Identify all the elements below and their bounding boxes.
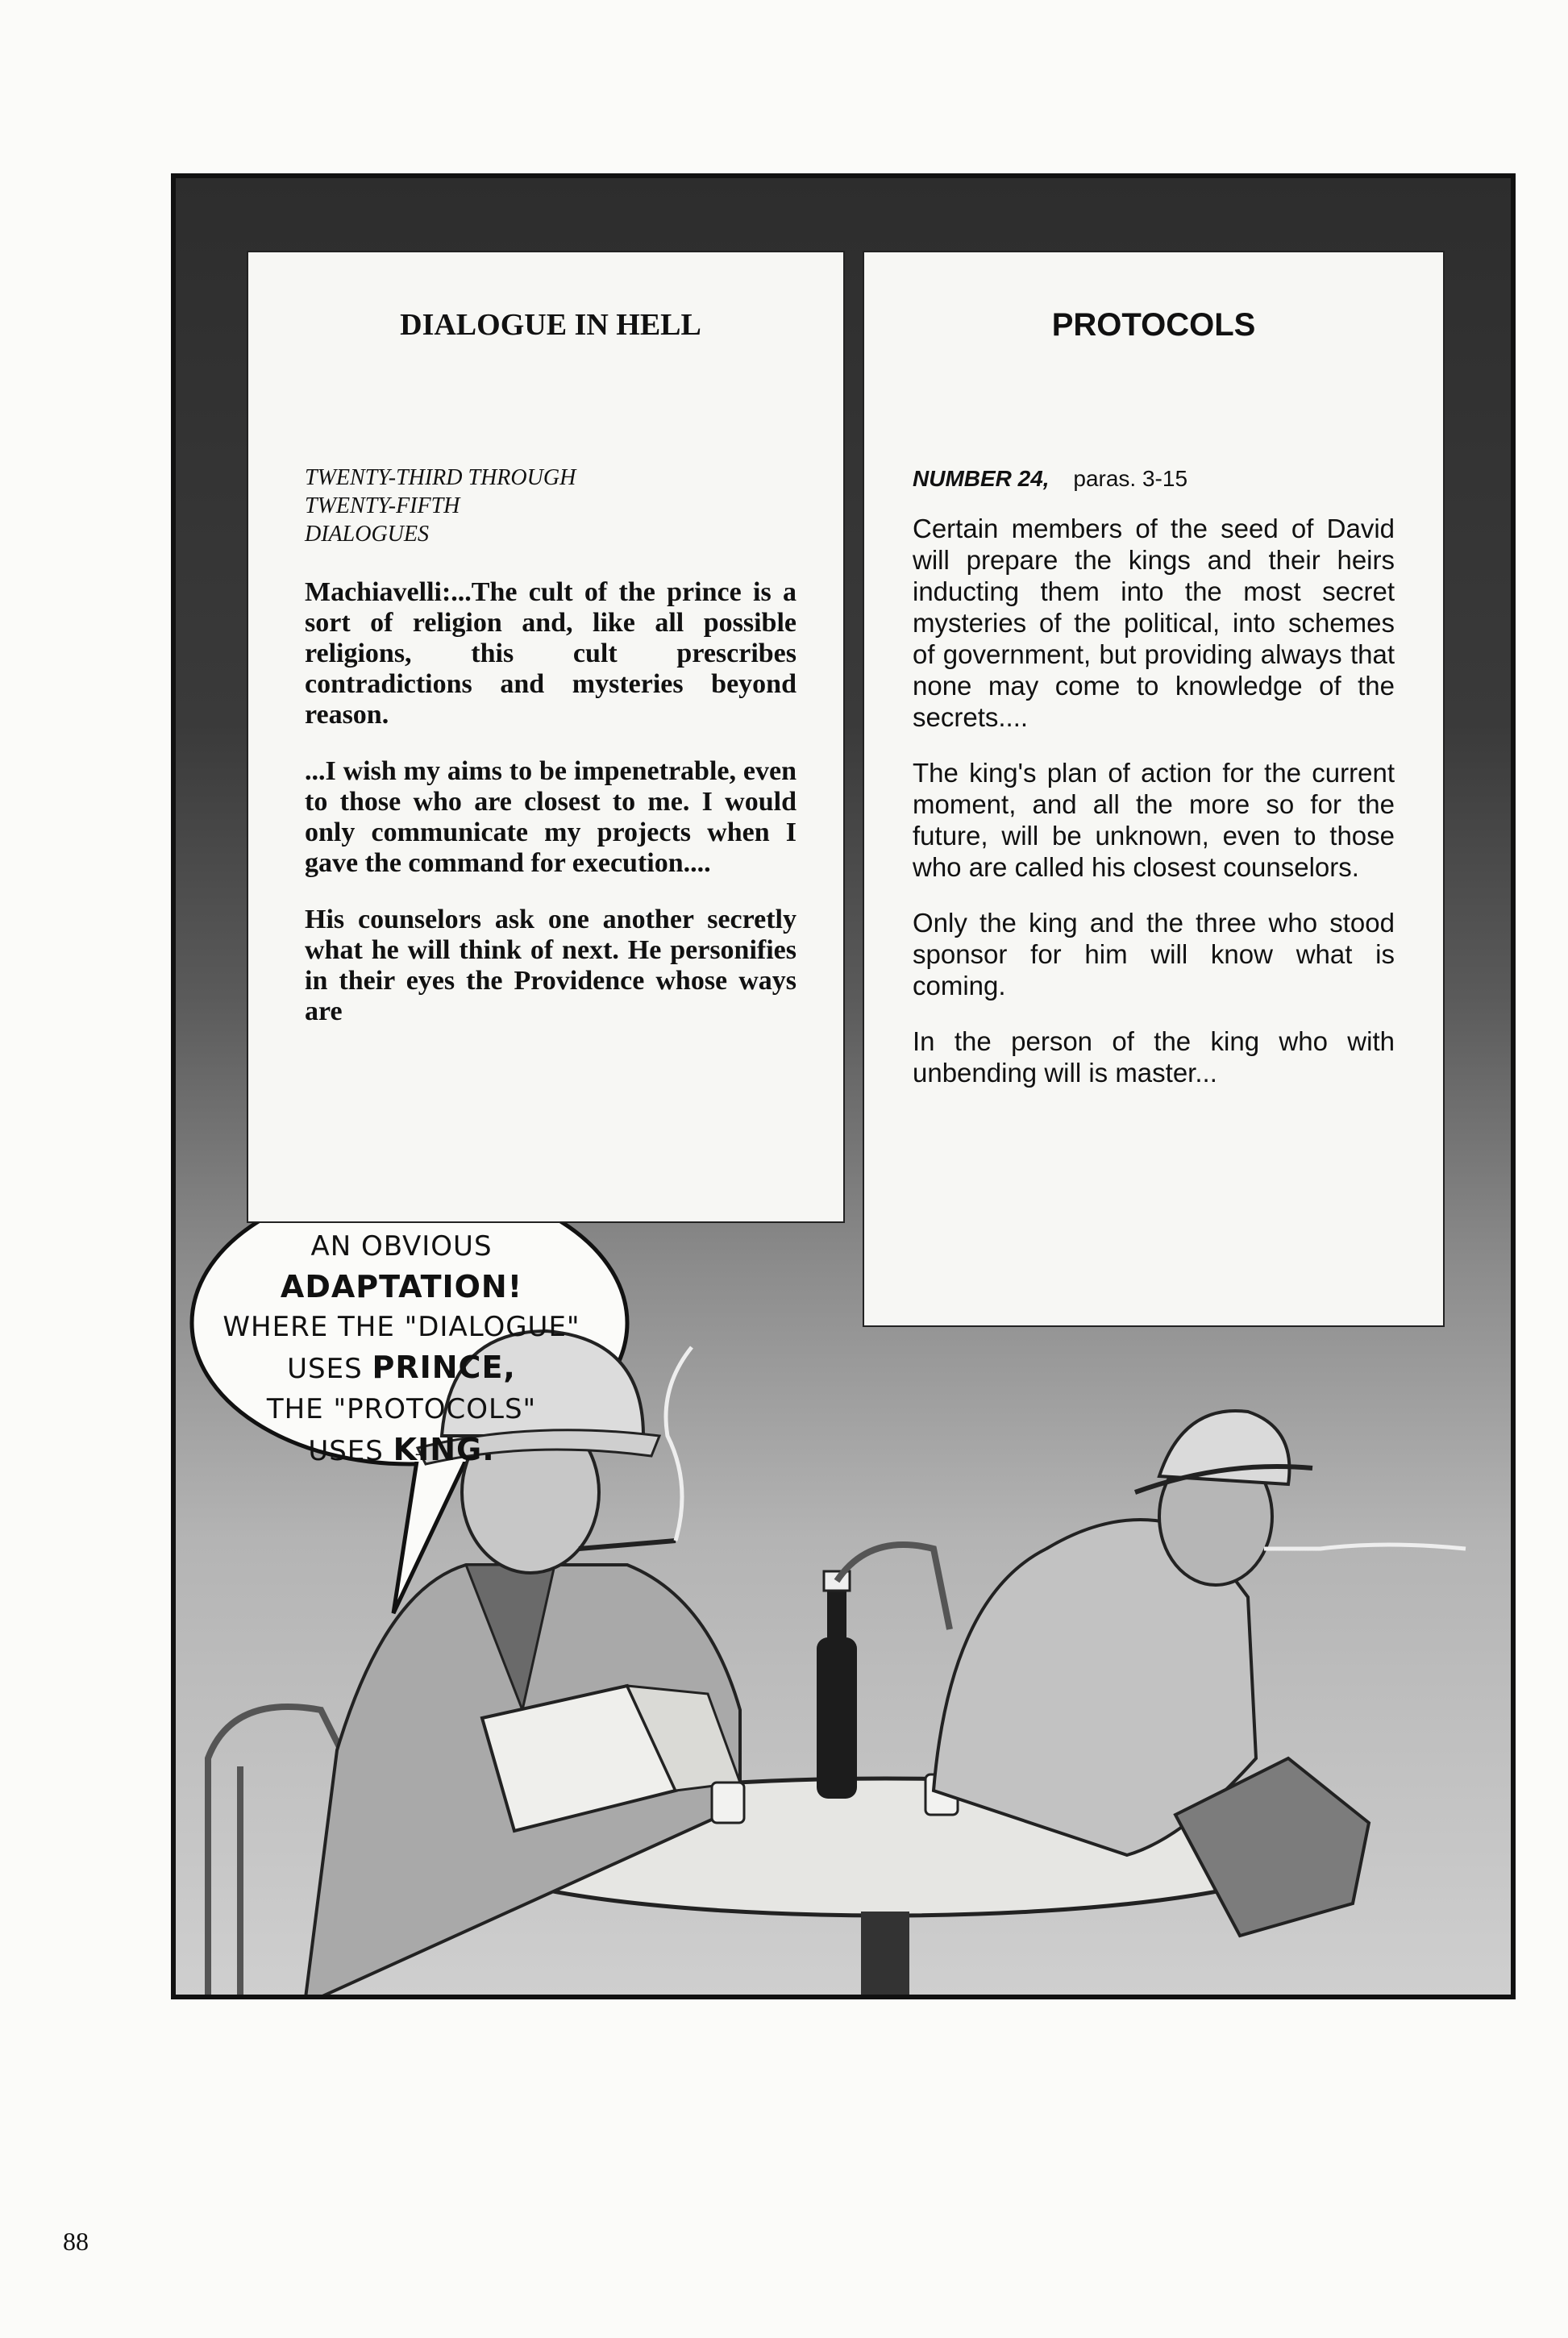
bubble-word: USES	[287, 1353, 372, 1385]
bubble-line	[208, 1429, 595, 1471]
doc-right-paragraph: In the person of the king who with unbending will is master...	[913, 1026, 1395, 1088]
bubble-line: ADAPTATION!	[280, 1269, 523, 1304]
wine-bottle	[817, 1571, 857, 1799]
protocols-document	[863, 251, 1445, 1327]
paras-label: paras. 3-15	[1073, 466, 1188, 491]
subtitle-line: DIALOGUES	[305, 522, 429, 547]
bubble-word-king: KING.	[393, 1432, 495, 1467]
bubble-word-prince: PRINCE,	[372, 1350, 516, 1385]
subtitle-line: TWENTY-FIFTH	[305, 493, 460, 518]
subtitle-line: TWENTY-THIRD THROUGH	[305, 465, 576, 490]
page-number: 88	[63, 2227, 89, 2256]
doc-right-subtitle	[913, 466, 1395, 492]
doc-right-paragraph: Only the king and the three who stood sponsor for him will know what is coming.	[913, 908, 1395, 1001]
doc-right-paragraph: The king's plan of action for the current moment, and all the more so for the future, will be unknown, even to those who are called his closest counselors.	[913, 758, 1395, 882]
doc-left-title: DIALOGUE IN HELL	[400, 308, 701, 342]
doc-left-subtitle	[305, 464, 643, 548]
glass-left	[712, 1783, 744, 1823]
doc-left-paragraph: His counselors ask one another secretly what he will think of next. He personifies in their eyes the Providence whose ways are	[305, 905, 796, 1026]
number-label: NUMBER 24,	[913, 466, 1050, 491]
doc-left-paragraph: Machiavelli:...The cult of the prince is a sort of religion and, like all possible religions, this cult prescribes contradictions and mysteries beyond reason.	[305, 577, 796, 730]
bubble-line: AN OBVIOUS	[310, 1230, 493, 1263]
right-chair	[837, 1545, 950, 1629]
doc-right-paragraph: Certain members of the seed of David will prepare the kings and their heirs inducting them into the most secret mysteries of the political, into schemes of government, but providing always that none may come to knowledge of the secrets....	[913, 514, 1395, 732]
doc-left-paragraph: ...I wish my aims to be impenetrable, even to those who are closest to me. I would only communicate my projects when I gave the command for execution....	[305, 756, 796, 878]
bubble-line	[208, 1347, 595, 1389]
bubble-word: USES	[308, 1435, 393, 1467]
doc-right-title: PROTOCOLS	[1051, 307, 1256, 343]
comic-panel	[171, 173, 1516, 1999]
speech-bubble-text	[208, 1226, 595, 1471]
bubble-line: THE "PROTOCOLS"	[266, 1393, 537, 1425]
bubble-line: WHERE THE "DIALOGUE"	[223, 1311, 580, 1343]
dialogue-in-hell-document	[247, 251, 845, 1223]
